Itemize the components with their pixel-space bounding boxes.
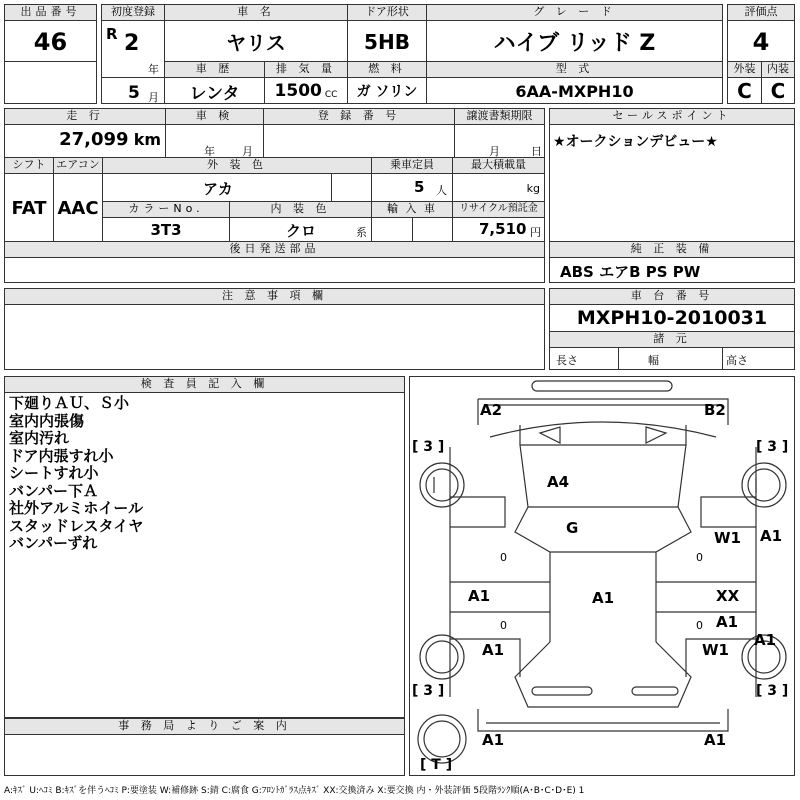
exterior-label: 外装 [728, 62, 761, 78]
tire-rear-left: [ 3 ] [412, 683, 445, 699]
displacement: 1500 [274, 81, 322, 101]
shift: FAT [11, 197, 47, 219]
reg-month: 5 [128, 83, 140, 103]
mark-a4: A4 [547, 473, 570, 491]
note-6: バンパー下Ａ [9, 481, 98, 500]
mileage-box [4, 108, 166, 158]
car-outline-svg [410, 377, 796, 777]
zero-right-rear: 0 [696, 619, 703, 632]
tire-front-right: [ 3 ] [756, 439, 789, 455]
lot-box [4, 4, 97, 62]
recycle-unit: 円 [530, 226, 541, 239]
shift-box [4, 157, 54, 242]
mark-xx: XX [716, 587, 740, 605]
era: R [106, 25, 118, 43]
caution-label: 注 意 事 項 欄 [5, 289, 544, 305]
ac-label: エアコン [54, 158, 102, 174]
model-code: 6AA-MXPH10 [515, 81, 634, 101]
sales-point-label: セールスポイント [550, 109, 794, 125]
exterior-color: アカ [203, 180, 233, 198]
mark-a1-roof: A1 [592, 589, 615, 607]
spec-divider-2 [722, 347, 723, 369]
spec-length: 長さ [556, 354, 578, 367]
grade: ハイブ リッド Z [493, 31, 656, 56]
spec-height: 高さ [726, 354, 748, 367]
load-box [452, 157, 545, 202]
later-parts-label: 後日発送部品 [5, 242, 544, 258]
color-no-box [102, 201, 230, 242]
history: レンタ [189, 83, 240, 104]
chassis-number: MXPH10-2010031 [576, 307, 768, 329]
reg-no-label: 登 録 番 号 [264, 109, 454, 125]
mark-a1-rear-left: A1 [482, 731, 505, 749]
sales-point: ★オークションデビュー★ [553, 134, 718, 150]
interior-label: 内装 [762, 62, 794, 78]
fuel-box [347, 61, 427, 104]
door-label: ドア形状 [348, 5, 426, 21]
tire-front-left: [ 3 ] [412, 439, 445, 455]
ac: AAC [57, 197, 99, 219]
history-label: 車 歴 [165, 62, 264, 78]
mileage-label: 走 行 [5, 109, 165, 125]
exterior-box [727, 61, 762, 104]
inspection-box [165, 108, 264, 158]
capacity-label: 乗車定員 [372, 158, 452, 174]
ac-box [53, 157, 103, 242]
chassis-box [549, 288, 795, 370]
door-type: 5HB [364, 29, 410, 54]
capacity-box [371, 157, 453, 202]
car-name-box [164, 4, 348, 62]
reg-divider [102, 77, 164, 78]
fuel-label: 燃 料 [348, 62, 426, 78]
recycle-label: リサイクル預託金 [453, 202, 544, 218]
spec-label: 諸 元 [550, 331, 794, 348]
zero-right-front: 0 [696, 551, 703, 564]
inspector-label: 検 査 員 記 入 欄 [5, 377, 404, 393]
insp-month-unit: 月 [242, 145, 253, 158]
transfer-month: 月 [489, 145, 500, 158]
mark-w1-rear-right: W1 [702, 641, 729, 659]
office-label: 事 務 局 よ り ご 案 内 [5, 719, 404, 735]
displacement-unit: CC [324, 90, 338, 100]
color-no-label: カラーNo. [103, 202, 229, 218]
equipment: ABS エアB PS PW [560, 263, 701, 281]
mileage-unit: km [133, 130, 161, 149]
int-color: クロ [286, 222, 317, 240]
capacity: 5 [414, 178, 425, 196]
grade-label: グ レ ー ド [427, 5, 722, 21]
mark-a1-right-fender: A1 [760, 527, 783, 545]
tire-rear-right: [ 3 ] [756, 683, 789, 699]
reg-year: 2 [124, 31, 140, 56]
inspector-notes [9, 395, 143, 553]
import-box [371, 201, 453, 242]
note-3: 室内汚れ [9, 429, 70, 447]
score: 4 [752, 27, 770, 56]
color-divider [331, 173, 332, 201]
capacity-unit: 人 [436, 184, 447, 197]
mileage-value [59, 129, 161, 150]
month-unit: 月 [148, 91, 159, 104]
lot-blank [4, 61, 97, 104]
car-name: ヤリス [226, 31, 286, 55]
first-reg-box [101, 4, 165, 104]
office-box [4, 718, 405, 776]
year-unit: 年 [148, 63, 159, 76]
sales-point-box [549, 108, 795, 242]
note-7: 社外アルミホイール [9, 499, 144, 517]
recycle-box [452, 201, 545, 242]
damage-diagram [409, 376, 795, 776]
transfer-label: 譲渡書類期限 [455, 109, 544, 125]
mark-a1-right-wheel: A1 [754, 631, 777, 649]
inspector-box [4, 376, 405, 718]
grade-box [426, 4, 723, 62]
color-label: 外 装 色 [103, 158, 371, 174]
spec-divider-1 [618, 347, 619, 369]
exterior-grade: C [737, 79, 752, 103]
history-box [164, 61, 265, 104]
import-divider [412, 217, 413, 241]
score-label: 評価点 [728, 5, 794, 21]
model-code-box [426, 61, 723, 104]
model-code-label: 型 式 [427, 62, 722, 78]
fuel: ガ ソリン [356, 84, 418, 100]
mark-g: G [566, 519, 579, 537]
spec-row [550, 347, 794, 369]
legend: A:ｷｽﾞ U:ﾍｺﾐ B:ｷｽﾞを伴うﾍｺﾐ P:要塗装 W:補修跡 S:錆 C:腐食 G:ﾌﾛﾝﾄｶﾞﾗｽ点ｷｽﾞ XX:交換済み X:要交換 内・外装評価 5段階ﾗﾝｸ順(A･B･C･D･E) 1 [4, 786, 585, 796]
reg-no-box [263, 108, 455, 158]
lot-number: 46 [33, 27, 68, 56]
color-box [102, 157, 372, 202]
first-reg-label: 初度登録 [102, 5, 164, 21]
inspection-label: 車 検 [166, 109, 263, 125]
lot-label: 出品番号 [5, 5, 96, 21]
int-color-box [229, 201, 372, 242]
color-no: 3T3 [150, 221, 182, 239]
equipment-label: 純 正 装 備 [550, 242, 794, 258]
score-box [727, 4, 795, 62]
displacement-label: 排 気 量 [265, 62, 347, 78]
load-label: 最大積載量 [453, 158, 544, 174]
zero-left-front: 0 [500, 551, 507, 564]
note-9: バンパーずれ [9, 534, 98, 552]
transfer-day: 日 [531, 145, 542, 158]
mileage: 27,099 [59, 129, 129, 150]
load-unit: kg [526, 182, 540, 195]
interior-box [761, 61, 795, 104]
mark-a1-right-door: A1 [716, 613, 739, 631]
note-1: 下廻りＡＵ、Ｓ小 [9, 394, 130, 412]
int-color-unit: 系 [356, 226, 367, 239]
import-label: 輸 入 車 [372, 202, 452, 218]
mark-w1-front-right: W1 [714, 529, 741, 547]
car-name-label: 車 名 [165, 5, 347, 21]
caution-box [4, 288, 545, 370]
equipment-box [549, 241, 795, 283]
displacement-box [264, 61, 348, 104]
door-box [347, 4, 427, 62]
recycle: 7,510 [479, 220, 527, 238]
mark-a2: A2 [480, 401, 503, 419]
displacement-value [265, 78, 347, 104]
mark-a1-rear-right: A1 [704, 731, 727, 749]
transfer-box [454, 108, 545, 158]
tire-spare: [ T ] [420, 757, 453, 773]
insp-year-unit: 年 [204, 145, 215, 158]
note-5: シートすれ小 [9, 464, 99, 482]
chassis-label: 車 台 番 号 [550, 289, 794, 305]
note-4: ドア内張すれ小 [9, 446, 114, 465]
later-parts-box [4, 241, 545, 283]
mark-a1-left-door: A1 [468, 587, 491, 605]
mark-b2: B2 [704, 401, 726, 419]
note-2: 室内内張傷 [9, 411, 85, 430]
note-8: スタッドレスタイヤ [9, 516, 144, 535]
zero-left-rear: 0 [500, 619, 507, 632]
shift-label: シフト [5, 158, 53, 174]
interior-grade: C [770, 79, 786, 103]
spec-width: 幅 [648, 354, 659, 367]
mark-a1-left-rear: A1 [482, 641, 505, 659]
int-color-label: 内 装 色 [230, 202, 371, 218]
